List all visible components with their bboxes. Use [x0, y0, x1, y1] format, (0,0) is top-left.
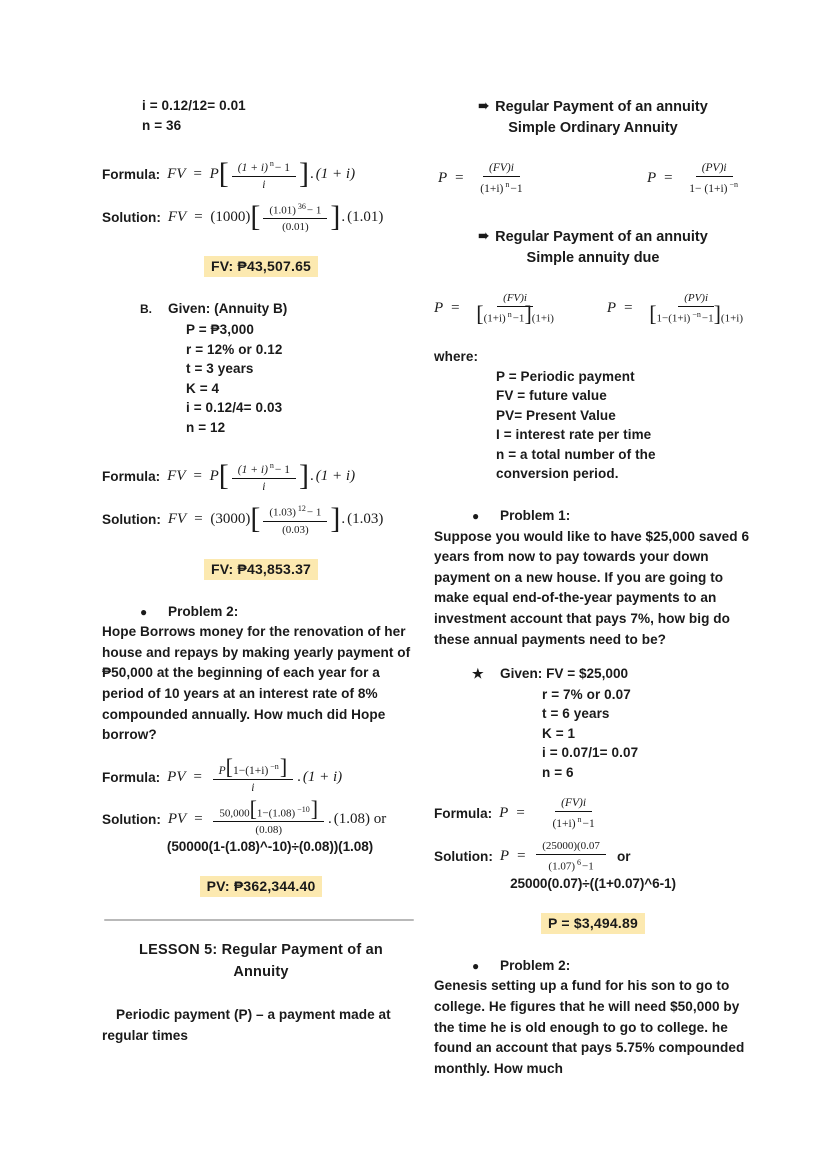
left-problem-2-body: Hope Borrows money for the renovation of her house and repays by making yearly payment of ₱50,000 at the beginning of each year for a period of 10 years at an interest rate of 8% compounded annually. How much did Hope borrow? [102, 624, 411, 743]
den-tail: −1 [510, 182, 523, 195]
fraction-numerator [232, 459, 296, 479]
problem-1-solution [434, 839, 752, 874]
fraction-denominator: [1−(1+i) $^{-n}$−1](1+i) [649, 301, 743, 327]
problem-1-given-item: r = 7% or 0.07 [542, 686, 631, 702]
num-base: (1.01) [269, 204, 296, 217]
given-a-i: i = 0.12/12= 0.01 [142, 98, 246, 113]
fv-b-solution-tail: (1.03) [347, 510, 384, 527]
num-exponent: n [269, 159, 274, 168]
given-b-item: r = 12% or 0.12 [186, 341, 283, 357]
star-bullet-icon: ★ [472, 666, 484, 682]
fraction-denominator: (0.01) [282, 221, 309, 234]
num-exponent: n [269, 461, 274, 471]
den-exponent: n [577, 815, 582, 825]
fraction-numerator: (PV)i [678, 291, 714, 307]
pv-formula-fraction [213, 753, 294, 795]
formula-label: Formula: [102, 166, 161, 182]
equals-sign: = [192, 165, 203, 182]
fv-b-formula-p: P [209, 467, 219, 484]
due-pv-formula [607, 291, 752, 326]
where-label: where: [434, 349, 479, 365]
den-base: 1−(1+i) [656, 312, 691, 325]
heading-text: Regular Payment of an annuity [495, 228, 708, 245]
fv-a-formula-fraction [232, 157, 296, 192]
fraction-numerator [263, 502, 327, 522]
den-tail: −1 [581, 860, 594, 873]
pv-formula-tail: (1 + i) [302, 768, 343, 785]
den-base: (1+i) [480, 182, 504, 195]
fv-a-solution-lhs: FV [167, 208, 187, 225]
left-problem-2-heading [102, 602, 420, 623]
fv-b-solution-fraction [263, 502, 327, 537]
fraction [546, 796, 600, 831]
fraction-numerator: P[1−(1+i) $^{-n}$] [213, 760, 294, 780]
lesson-title-line-1: LESSON 5: Regular Payment of an [139, 942, 383, 959]
fv-a-solution-fraction [263, 200, 327, 235]
den-minus: −1 [701, 312, 714, 325]
equals-sign: = [193, 811, 204, 828]
den-base: (1+i) [552, 818, 576, 831]
den-base: (1.07) [548, 860, 575, 873]
num-minus: − 1 [306, 506, 322, 519]
fv-b-formula: Formula: FV = P [ $\frac{(1 + i) ^n- 1}{i}$ ] . (1 + i) [102, 459, 356, 493]
fraction-denominator: (0.08) [255, 824, 282, 837]
where-item: FV = future value [496, 388, 607, 404]
formula-lhs: P [499, 805, 509, 822]
num-exponent: −10 [297, 804, 310, 814]
equals-sign: = [515, 805, 526, 822]
problem-1-solution-alt: 25000(0.07)÷((1+0.07)^6-1) [510, 875, 676, 891]
fv-a-result-wrap [102, 256, 420, 277]
problem-1-given-title: Given: FV = $25,000 [500, 666, 629, 682]
pv-result: PV: ₱362,344.40 [200, 876, 323, 897]
equals-sign: = [623, 299, 634, 316]
den-exponent: −n [692, 309, 701, 319]
fv-a-formula-tail: (1 + i) [315, 165, 356, 182]
fraction-numerator: (PV)i [696, 161, 733, 177]
multiply-dot: . [328, 811, 332, 828]
arrow-bullet-icon: ➠ [478, 98, 490, 113]
fv-b-formula-fraction [232, 459, 296, 494]
formula-label: Formula: [102, 468, 161, 484]
solution-label: Solution: [102, 511, 161, 527]
pv-formula-lhs: PV [167, 768, 186, 785]
fraction-numerator: (25000)(0.07 [536, 839, 606, 855]
fraction [474, 161, 528, 196]
section-divider [104, 919, 414, 921]
num-p: P [218, 764, 226, 777]
right-problem-1-body: Suppose you would like to have $25,000 saved 6 years from now to pay towards your down payment on a new house. If you are going to make equal end-of-the-year payments to an investment account that pays 7%, how big do these annual payments need to be? [434, 528, 750, 647]
heading-annuity-due-line-2: Simple annuity due [526, 249, 660, 266]
multiply-dot: . [310, 165, 314, 182]
formula-lhs: P [434, 299, 444, 316]
where-item: conversion period. [496, 466, 619, 482]
heading-text: Regular Payment of an annuity [495, 99, 708, 115]
fraction-denominator [542, 855, 599, 874]
solution-lhs: P [499, 847, 510, 864]
fv-b-formula-tail: (1 + i) [315, 467, 356, 484]
fraction-numerator: (FV)i [497, 291, 533, 307]
problem-1-given-item: t = 6 years [542, 706, 610, 722]
fv-a-formula-lhs: FV [167, 165, 186, 182]
fraction-denominator: (0.03) [282, 523, 309, 536]
ordinary-annuity-formulas [434, 161, 752, 196]
given-b-item: K = 4 [186, 380, 220, 396]
num-exponent: 36 [297, 201, 306, 211]
fraction-numerator [263, 200, 327, 220]
solution-label: Solution: [102, 812, 161, 828]
annuity-due-formulas [434, 291, 752, 326]
den-factor: (1+i) [720, 312, 743, 325]
den-base: 1− (1+i) [689, 182, 728, 195]
num-base: (1 + i) [237, 161, 268, 174]
fraction [643, 291, 749, 326]
ordinary-fv-formula [438, 161, 532, 196]
fv-b-solution: Solution: FV = (3000) [ $\frac{(1.03) ^{12}- 1}{(0.03)}$ ] . (1.03) [102, 502, 384, 536]
given-b-item: t = 3 years [186, 361, 254, 377]
arrow-bullet-icon: ➠ [478, 227, 490, 243]
den-base: (1+i) [483, 312, 506, 325]
num-base: (1 + i) [237, 463, 268, 476]
fv-b-formula-lhs: FV [167, 467, 186, 484]
right-problem-1-heading [434, 506, 752, 527]
right-column [434, 96, 752, 1079]
equals-sign: = [663, 169, 674, 186]
fv-a-result: FV: ₱43,507.65 [204, 256, 318, 277]
left-problem-2-label: Problem 2: [168, 603, 239, 619]
fv-a-solution-coefficient: (1000) [210, 208, 251, 225]
bullet-dot-icon: ● [140, 604, 148, 619]
fraction [683, 161, 745, 196]
fv-a-formula: Formula: FV = P [ $\frac{(1 + i) ^n- 1}{i}$ ] . (1 + i) [102, 157, 356, 191]
problem-1-result-wrap [434, 913, 752, 934]
fraction-denominator: i [262, 480, 266, 493]
solution-label: Solution: [102, 209, 161, 225]
fv-b-solution-lhs: FV [167, 510, 187, 527]
fv-a-solution-tail: (1.01) [347, 208, 384, 225]
formula-label: Formula: [434, 806, 493, 822]
bullet-dot-icon: ● [472, 958, 480, 973]
problem-1-formula [434, 796, 752, 831]
fraction-denominator: [(1+i) $^n$−1](1+i) [476, 301, 554, 327]
pv-solution-tail: (1.08) or [333, 811, 387, 828]
given-b-item: i = 0.12/4= 0.03 [186, 400, 283, 416]
fraction-denominator [546, 812, 600, 831]
num-coefficient: 50,000 [219, 807, 250, 820]
fv-b-result-wrap [102, 559, 420, 580]
fraction-denominator: i [262, 178, 266, 191]
fraction [536, 839, 606, 874]
equals-sign: = [192, 467, 203, 484]
pv-solution-lhs: PV [167, 811, 187, 828]
where-item: n = a total number of the [496, 446, 656, 462]
pv-formula [102, 753, 420, 795]
den-exponent: n [507, 309, 512, 319]
problem-1-result: P = $3,494.89 [541, 913, 645, 934]
equals-sign: = [516, 847, 527, 864]
problem-1-given-item: i = 0.07/1= 0.07 [542, 745, 639, 761]
heading-ordinary-annuity-line-1 [434, 96, 752, 118]
multiply-dot: . [341, 208, 346, 225]
solution-or-label: or [616, 848, 631, 864]
formula-lhs: P [438, 169, 448, 186]
heading-ordinary-annuity-line-2: Simple Ordinary Annuity [508, 120, 678, 136]
fraction-numerator [232, 157, 296, 177]
fv-b-result: FV: ₱43,853.37 [204, 559, 318, 580]
given-b-item: n = 12 [186, 419, 226, 435]
pv-solution [102, 796, 420, 838]
where-item: I = interest rate per time [496, 427, 652, 443]
multiply-dot: . [341, 510, 346, 527]
formula-label: Formula: [102, 769, 161, 785]
ordinary-pv-formula [647, 161, 748, 196]
right-problem-2-label: Problem 2: [500, 957, 571, 973]
given-a-n: n = 36 [142, 117, 182, 133]
pv-result-wrap [102, 876, 420, 897]
fraction-denominator [474, 177, 528, 196]
fraction-numerator: (FV)i [483, 161, 520, 177]
num-exponent: −n [270, 761, 279, 771]
periodic-payment-definition [102, 1005, 420, 1046]
den-exponent: n [505, 180, 510, 189]
num-exponent: 12 [297, 503, 306, 513]
den-exponent: 6 [576, 858, 581, 868]
lesson-title-line-2: Annuity [233, 964, 289, 981]
den-exponent: −n [729, 180, 738, 189]
pv-solution-fraction [213, 796, 324, 838]
list-marker-b: B. [140, 302, 152, 317]
multiply-dot: . [310, 467, 314, 484]
solution-label: Solution: [434, 848, 493, 864]
definition-term: Periodic payment (P) [116, 1007, 253, 1023]
right-problem-1-label: Problem 1: [500, 507, 571, 523]
equals-sign: = [193, 208, 204, 225]
num-base: (1.03) [269, 506, 296, 519]
den-factor: (1+i) [531, 312, 554, 325]
fraction-denominator [683, 177, 745, 196]
fv-a-solution: Solution: FV = (1000) [ $\frac{(1.01) ^{36}- 1}{(0.01)}$ ] . (1.01) [102, 200, 384, 234]
given-b-item: P = ₱3,000 [186, 322, 254, 338]
formula-lhs: P [606, 299, 617, 316]
fraction-denominator: i [251, 781, 255, 794]
right-problem-2-heading [434, 956, 752, 977]
num-minus: − 1 [306, 204, 322, 217]
given-b-heading [102, 299, 420, 320]
equals-sign: = [454, 169, 465, 186]
fraction-numerator: 50,000[1−(1.08) $^{-10}$] [213, 803, 324, 823]
problem-1-given-heading [434, 664, 752, 685]
pv-solution-alt: (50000(1-(1.08)^-10)÷(0.08))(1.08) [166, 839, 374, 855]
fv-b-solution-coefficient: (3000) [210, 510, 251, 527]
fv-a-formula-p: P [209, 165, 219, 182]
num-base: 1−(1+i) [232, 764, 269, 777]
definition-text: – a payment made at regular times [102, 1007, 391, 1043]
problem-1-given-item: n = 6 [542, 764, 574, 780]
right-problem-2-body: Genesis setting up a fund for his son to go to college. He figures that he will need $50,000 by the time he is old enough to go to college. he found an account that pays 5.75% compounded monthly. How much [434, 978, 745, 1076]
num-minus: − 1 [274, 161, 291, 174]
equals-sign: = [193, 510, 204, 527]
equals-sign: = [192, 768, 203, 785]
due-fv-formula [434, 291, 563, 326]
equals-sign: = [450, 299, 461, 316]
den-tail: −1 [582, 818, 595, 831]
formula-lhs: P [646, 169, 657, 186]
bullet-dot-icon: ● [472, 508, 480, 523]
problem-1-given-item: K = 1 [542, 725, 576, 741]
fraction [470, 291, 560, 326]
given-b-title: Given: (Annuity B) [168, 301, 288, 317]
left-column [102, 96, 420, 1046]
num-minus: − 1 [274, 463, 291, 476]
den-minus: −1 [512, 312, 525, 325]
num-base: 1−(1.08) [256, 807, 296, 820]
multiply-dot: . [297, 768, 301, 785]
fraction-numerator: (FV)i [555, 796, 592, 812]
where-item: PV= Present Value [496, 407, 616, 423]
heading-annuity-due-line-1 [434, 226, 752, 248]
where-item: P = Periodic payment [496, 368, 635, 384]
